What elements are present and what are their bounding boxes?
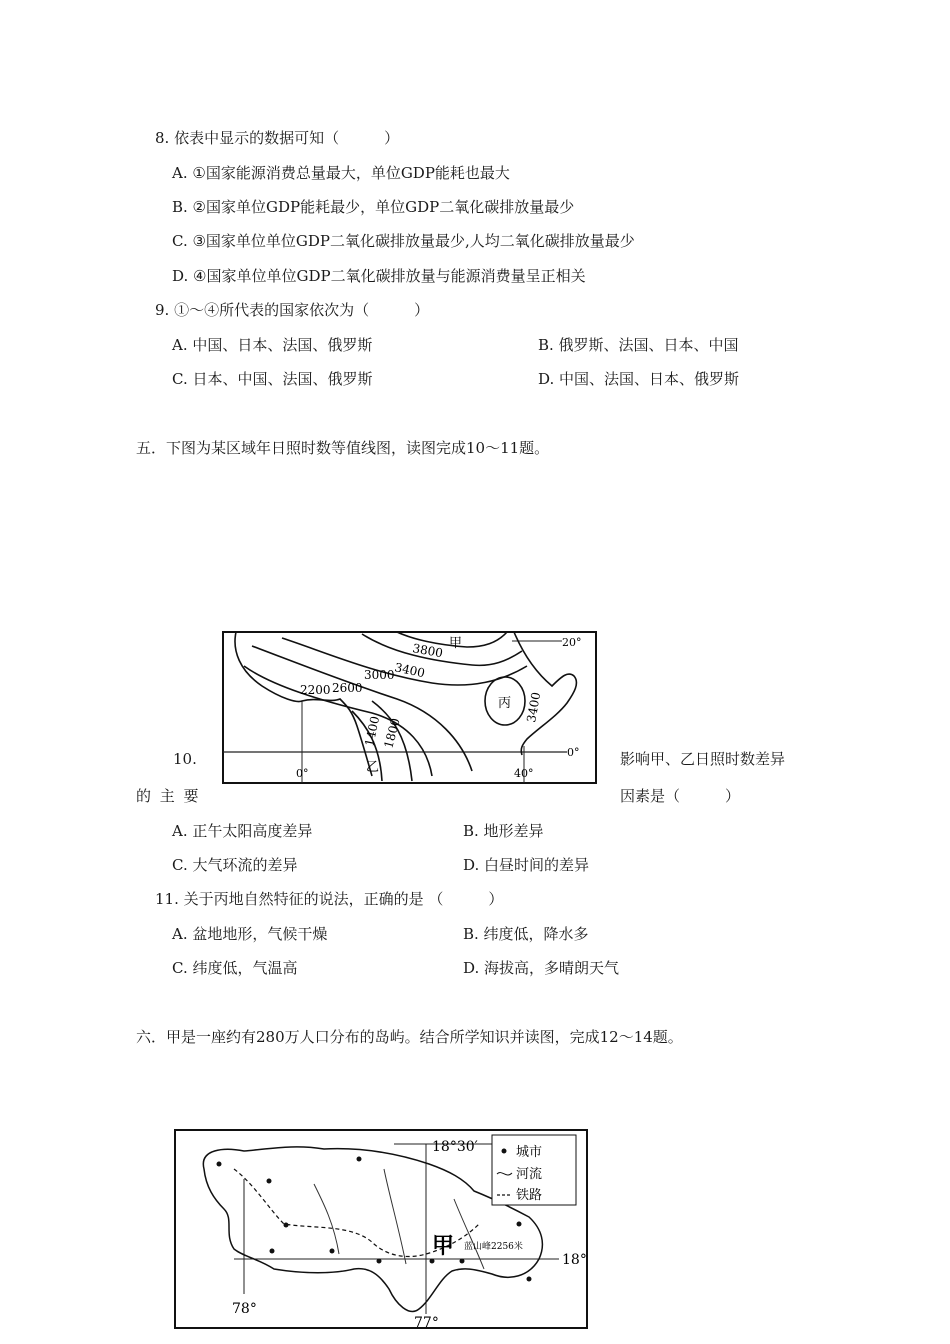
- q10-option-d: D. 白昼时间的差异: [463, 856, 590, 874]
- lon-label-78: 78°: [232, 1301, 257, 1317]
- legend-river-label: 河流: [516, 1167, 543, 1182]
- city-dot: [430, 1259, 435, 1264]
- q10-stem-right: 影响甲、乙日照时数差异: [620, 750, 786, 768]
- label-1800: 1800: [381, 716, 403, 750]
- q10-option-c: C. 大气环流的差异: [172, 856, 298, 874]
- label-2200: 2200: [300, 683, 331, 697]
- city-dot: [460, 1259, 465, 1264]
- q11-option-c: C. 纬度低，气温高: [172, 959, 298, 977]
- q8-option-c: C. ③国家单位单位GDP二氧化碳排放量最少,人均二氧化碳排放量最少: [172, 232, 635, 250]
- q9-option-a: A. 中国、日本、法国、俄罗斯: [172, 336, 373, 354]
- lon-label-0: 0°: [296, 767, 309, 780]
- legend-city-label: 城市: [516, 1145, 543, 1160]
- q10-stem-left: 的 主 要: [136, 787, 201, 805]
- city-dot: [270, 1249, 275, 1254]
- peak-label: 蓝山峰2256米: [464, 1242, 523, 1252]
- q10-option-a: A. 正午太阳高度差异: [172, 822, 313, 840]
- sunshine-isoline-map: [222, 631, 597, 784]
- label-3000: 3000: [364, 668, 395, 682]
- q11-option-d: D. 海拔高，多晴朗天气: [463, 959, 620, 977]
- q9-option-c: C. 日本、中国、法国、俄罗斯: [172, 370, 373, 388]
- lat-label-18: 18°: [562, 1252, 587, 1268]
- q10-option-b: B. 地形差异: [463, 822, 544, 840]
- label-3400-closed: 3400: [524, 691, 544, 724]
- legend-city-symbol: [502, 1149, 507, 1154]
- q8-option-b: B. ②国家单位GDP能耗最少，单位GDP二氧化碳排放量最少: [172, 198, 575, 216]
- label-1400: 1400: [362, 714, 383, 748]
- q11-option-a: A. 盆地地形，气候干燥: [172, 925, 328, 943]
- label-2600: 2600: [332, 681, 363, 695]
- q10-number: 10.: [173, 750, 197, 768]
- q11-stem: 11. 关于丙地自然特征的说法，正确的是 （ ）: [155, 890, 504, 908]
- q11-option-b: B. 纬度低，降水多: [463, 925, 589, 943]
- q8-option-d: D. ④国家单位单位GDP二氧化碳排放量与能源消费量呈正相关: [172, 267, 586, 285]
- label-3400: 3400: [393, 660, 427, 681]
- place-jia-island: 甲: [432, 1233, 455, 1259]
- city-dot: [527, 1277, 532, 1282]
- city-dot: [284, 1223, 289, 1228]
- city-dot: [377, 1259, 382, 1264]
- q8-stem: 8. 依表中显示的数据可知（ ）: [155, 129, 400, 147]
- q8-option-a: A. ①国家能源消费总量最大，单位GDP能耗也最大: [172, 164, 510, 182]
- section6-heading: 六．甲是一座约有280万人口分布的岛屿。结合所学知识并读图，完成12～14题。: [136, 1028, 683, 1046]
- q9-stem: 9. ①～④所代表的国家依次为（ ）: [155, 301, 430, 319]
- city-dot: [217, 1162, 222, 1167]
- q9-option-b: B. 俄罗斯、法国、日本、中国: [538, 336, 739, 354]
- lat-label-18-30: 18°30′: [432, 1139, 478, 1155]
- city-dot: [357, 1157, 362, 1162]
- q9-option-d: D. 中国、法国、日本、俄罗斯: [538, 370, 740, 388]
- lat-label-0: 0°: [567, 746, 580, 759]
- legend-railway-label: 铁路: [516, 1188, 543, 1203]
- q10-stem-right2: 因素是（ ）: [620, 787, 741, 805]
- lon-label-77: 77°: [414, 1315, 439, 1329]
- label-3800: 3800: [411, 641, 444, 661]
- place-yi: 乙: [366, 760, 380, 775]
- city-dot: [267, 1179, 272, 1184]
- city-dot: [330, 1249, 335, 1254]
- lon-label-40: 40°: [514, 767, 534, 780]
- section5-heading: 五．下图为某区域年日照时数等值线图，读图完成10～11题。: [136, 439, 550, 457]
- place-jia: 甲: [449, 636, 463, 651]
- city-dot: [517, 1222, 522, 1227]
- place-bing: 丙: [498, 696, 512, 711]
- lat-label-20: 20°: [562, 636, 582, 649]
- island-map: [174, 1129, 588, 1329]
